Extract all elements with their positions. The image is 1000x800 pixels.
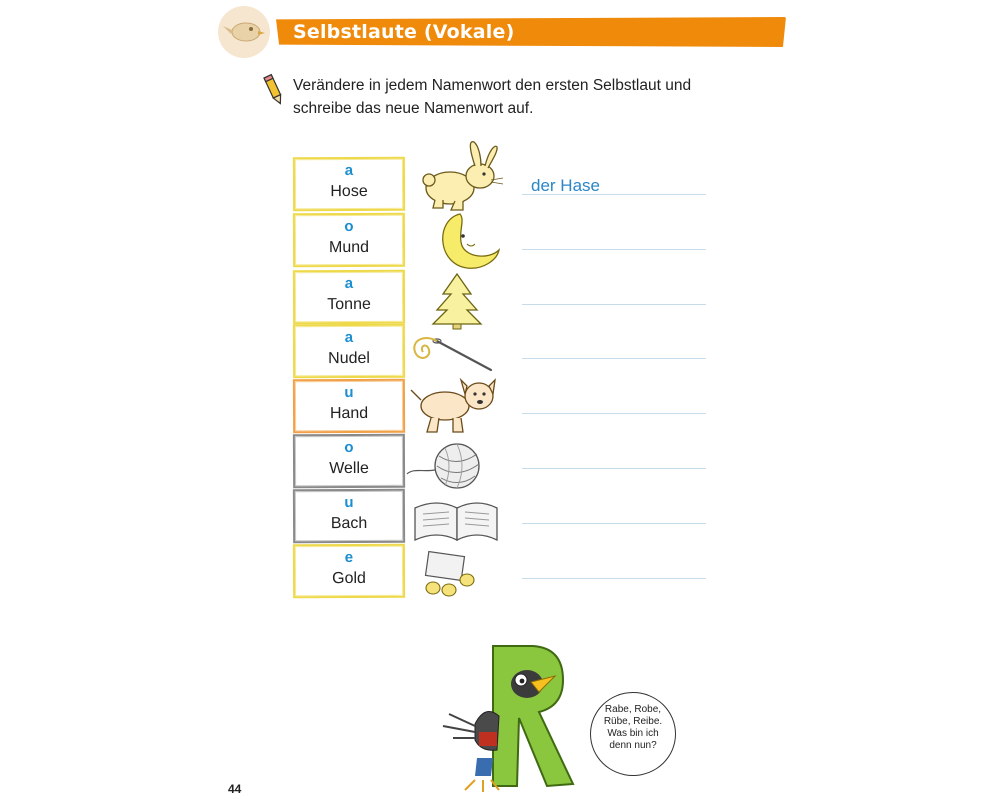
word-box (293, 489, 405, 544)
noun-word: Gold (332, 569, 366, 588)
answer-line[interactable] (522, 413, 706, 414)
noun-word: Hose (330, 182, 368, 201)
answer-line[interactable] (522, 249, 706, 250)
noun-word: Nudel (328, 349, 370, 368)
word-box (293, 434, 405, 489)
fir-tree-icon (405, 272, 515, 324)
replacement-vowel: o (344, 438, 354, 457)
replacement-vowel: a (344, 274, 354, 293)
instruction-text (293, 74, 723, 120)
replacement-vowel: a (344, 161, 354, 180)
pencil-icon (262, 72, 286, 108)
word-box (293, 379, 405, 434)
replacement-vowel: u (344, 493, 354, 512)
noun-word: Bach (330, 514, 368, 533)
answer-line[interactable] (522, 304, 706, 305)
answer-line[interactable] (522, 523, 706, 524)
noun-word: Welle (329, 459, 369, 478)
page-number: 44 (228, 782, 242, 796)
word-box (293, 213, 405, 268)
speech-line: Rabe, Robe, (604, 704, 662, 715)
speech-line: Rübe, Reibe. (603, 716, 663, 727)
speech-line: Was bin ich (607, 728, 659, 739)
page-title: Selbstlaute (Vokale) (293, 21, 515, 43)
dog-icon (405, 374, 515, 426)
answer-line[interactable] (522, 468, 706, 469)
open-book-icon (405, 494, 515, 546)
instruction-line-1: Verändere in jedem Namenwort den ersten Selbstlaut und (293, 77, 692, 94)
speech-bubble (590, 692, 676, 776)
word-box (293, 270, 405, 325)
answer-example: der Hase (531, 176, 600, 195)
money-icon (405, 550, 515, 602)
moon-icon (405, 210, 515, 262)
word-box (293, 324, 405, 379)
word-box (293, 544, 405, 599)
answer-line[interactable] (522, 358, 706, 359)
noun-word: Hand (329, 404, 369, 423)
replacement-vowel: a (344, 328, 354, 347)
instruction-line-2: schreibe das neue Namenwort auf. (293, 100, 534, 117)
replacement-vowel: e (344, 548, 354, 567)
raven-mascot-icon (435, 640, 595, 795)
noun-word: Tonne (327, 295, 371, 314)
speech-text (591, 704, 675, 752)
answer-line[interactable] (522, 578, 706, 579)
replacement-vowel: u (344, 383, 354, 402)
replacement-vowel: o (344, 217, 354, 236)
raven-badge-icon (218, 6, 270, 58)
yarn-ball-icon (405, 440, 515, 492)
rabbit-icon (405, 138, 515, 190)
word-box (293, 157, 405, 212)
noun-word: Mund (328, 238, 370, 257)
speech-line: denn nun? (609, 740, 657, 751)
